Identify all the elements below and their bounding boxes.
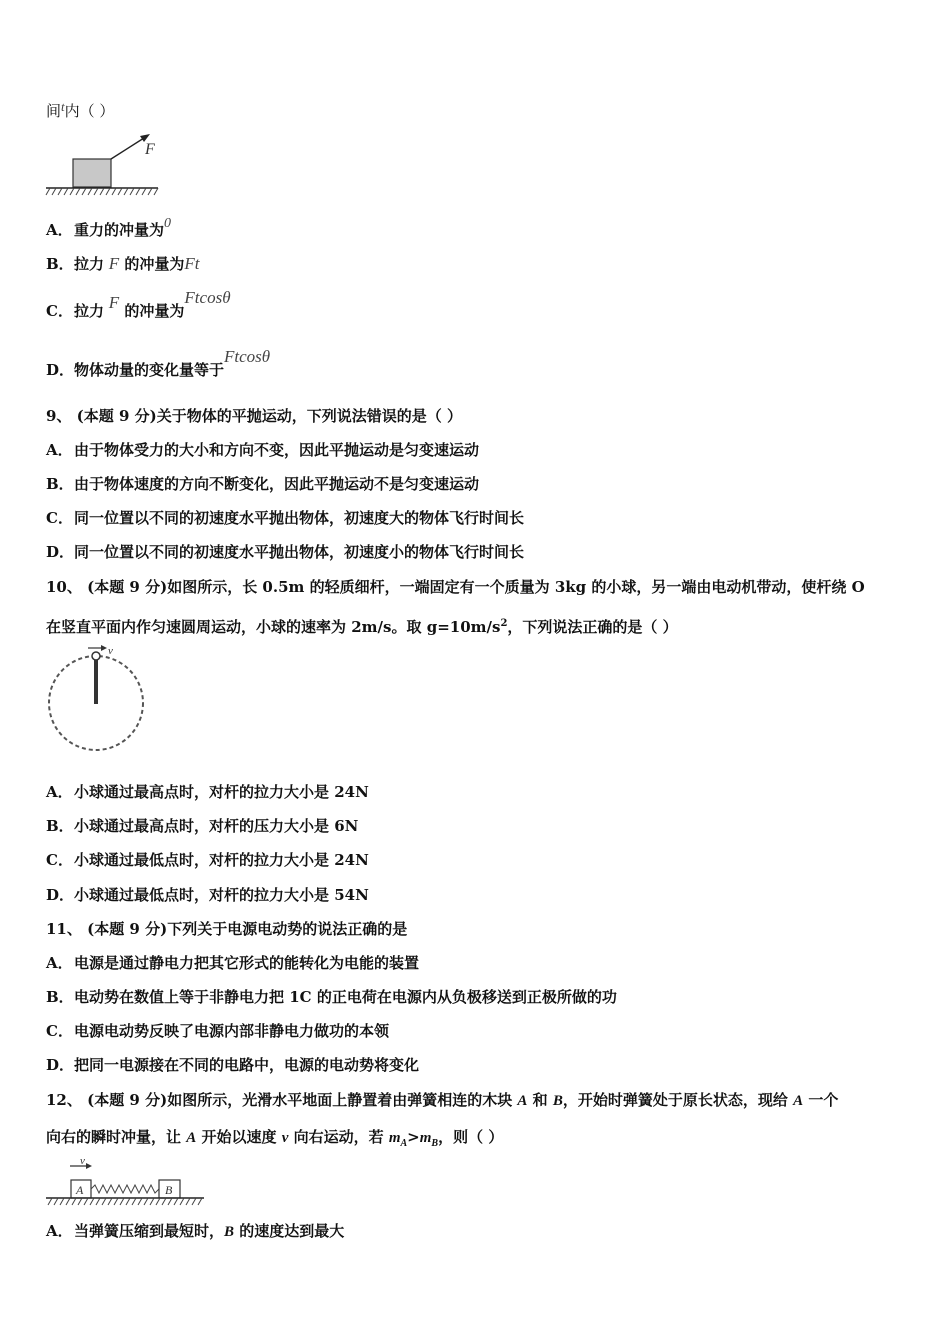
q10-figure-circle-rod: [44, 644, 150, 756]
q10-length: 0.5m: [262, 578, 305, 596]
q11-option-d-letter: D．: [46, 1056, 75, 1074]
q8-option-c-letter: C．: [46, 302, 73, 320]
q9-score: (本题 9 分): [76, 407, 157, 425]
q10-option-d-letter: D．: [46, 886, 75, 904]
q8-option-d-math: Ftcosθ: [224, 347, 271, 366]
q12-score: (本题 9 分): [87, 1091, 168, 1109]
q10-option-b: [46, 815, 358, 837]
q10-option-d-text: 小球通过最低点时，对杆的拉力大小是: [74, 886, 335, 904]
q10-g-exp: 2: [500, 618, 508, 629]
q10-option-c-value: 24N: [334, 851, 369, 869]
q8-option-b: [46, 253, 200, 275]
q9-option-a-letter: A．: [46, 441, 73, 459]
q12-var-a-3: A: [186, 1130, 197, 1146]
q12-var-a-2: A: [793, 1093, 804, 1109]
q8-option-c-math2: Ftcosθ: [184, 288, 231, 307]
q9-option-a: [46, 439, 479, 461]
q11-option-b: [46, 986, 617, 1008]
q10-stem-l2c: ，下列说法正确的是（ ）: [507, 618, 678, 636]
q8-option-d-letter: D．: [46, 361, 75, 379]
q12-var-a: A: [517, 1093, 528, 1109]
q12-stem-l2c: 向右运动，若: [288, 1128, 389, 1146]
q10-stem-l1a: 如图所示，长: [167, 578, 263, 596]
q11-stem-text: 下列关于电源电动势的说法正确的是: [167, 920, 408, 938]
q8-stem-var: t: [61, 99, 65, 114]
q10-option-a: [46, 781, 369, 803]
q8-option-c-text2: 的冲量为: [119, 302, 185, 320]
q8-option-b-text2: 的冲量为: [119, 255, 185, 273]
q12-mass-a-sub: A: [400, 1138, 408, 1149]
q10-score: (本题 9 分): [87, 578, 168, 596]
q12-figure-spring-blocks: [44, 1158, 208, 1208]
q11-stem: [46, 918, 407, 940]
q10-stem-l1b: 的轻质细杆，一端固定有一个质量为: [304, 578, 555, 596]
q8-option-a-letter: A．: [46, 221, 73, 239]
q8-stem-part2: 内（ ）: [64, 102, 115, 120]
q10-option-c: [46, 849, 369, 871]
q8-option-c-math1: F: [108, 293, 120, 312]
q10-mass: 3kg: [554, 578, 587, 596]
q10-option-d-value: 54N: [334, 886, 369, 904]
q9-option-b-letter: B．: [46, 475, 74, 493]
q10-option-b-text: 小球通过最高点时，对杆的压力大小是: [74, 817, 335, 835]
q8-stem-part1: 间: [46, 102, 62, 120]
q10-stem-l2b: 。取: [391, 618, 427, 636]
q12-block-a-label: A: [76, 1183, 84, 1197]
q8-stem: [46, 100, 114, 123]
q10-speed: 2m/s: [351, 618, 392, 636]
q8-option-b-letter: B．: [46, 255, 74, 273]
q11-option-b-text-b: 的正电荷在电源内从负极移送到正极所做的功: [311, 988, 617, 1006]
q10-option-d: [46, 884, 369, 906]
q12-number: 12、: [46, 1091, 82, 1109]
q9-option-c-text: 同一位置以不同的初速度水平抛出物体，初速度大的物体飞行时间长: [74, 509, 525, 527]
q12-option-a-text-b: 的速度达到最大: [234, 1222, 345, 1240]
q12-option-a-letter: A．: [46, 1222, 73, 1240]
q10-option-a-letter: A．: [46, 783, 73, 801]
q12-mass-b-sub: B: [431, 1138, 439, 1149]
q12-block-b-label: B: [165, 1183, 173, 1197]
q8-figure-block-force: [44, 130, 164, 198]
q12-velocity-label: v: [80, 1158, 85, 1167]
q9-option-d-letter: D．: [46, 543, 75, 561]
q10-g-value: g=10m/s: [426, 618, 501, 636]
q12-stem-l2b: 开始以速度: [196, 1128, 282, 1146]
q12-stem-l1a: 如图所示，光滑水平地面上静置着由弹簧相连的木块: [167, 1091, 518, 1109]
q9-stem-text: 关于物体的平抛运动，下列说法错误的是（ ）: [156, 407, 462, 425]
q10-option-c-letter: C．: [46, 851, 73, 869]
q11-option-b-text-a: 电动势在数值上等于非静电力把: [74, 988, 290, 1006]
q11-option-a-letter: A．: [46, 954, 73, 972]
q10-stem-l2a: 在竖直平面内作匀速圆周运动，小球的速率为: [46, 618, 352, 636]
q12-stem-l1c: 一个: [803, 1091, 839, 1109]
q11-option-d-text: 把同一电源接在不同的电路中，电源的电动势将变化: [74, 1056, 420, 1074]
q11-option-a: [46, 952, 419, 974]
q12-option-a: [46, 1220, 344, 1243]
q12-stem-l2a: 向右的瞬时冲量，让: [46, 1128, 187, 1146]
q10-option-a-text: 小球通过最高点时，对杆的拉力大小是: [74, 783, 335, 801]
q11-number: 11、: [46, 920, 82, 938]
q8-option-a: [46, 216, 172, 243]
q10-option-b-value: 6N: [334, 817, 359, 835]
q9-option-b-text: 由于物体速度的方向不断变化，因此平抛运动不是匀变速运动: [74, 475, 480, 493]
q11-option-c: [46, 1020, 389, 1042]
q8-option-a-math: 0: [164, 216, 172, 231]
q12-mass-a: m: [388, 1130, 401, 1146]
q12-option-a-var: B: [224, 1224, 235, 1240]
q9-option-c-letter: C．: [46, 509, 73, 527]
q8-option-b-math1: F: [108, 254, 120, 273]
q8-option-b-math2: Ft: [184, 254, 200, 273]
q8-option-c-text: 拉力: [74, 302, 105, 320]
q12-mass-b: m: [419, 1130, 432, 1146]
q12-option-a-text-a: 当弹簧压缩到最短时，: [74, 1222, 225, 1240]
q10-number: 10、: [46, 578, 82, 596]
q8-option-d: [46, 347, 271, 381]
q11-option-b-letter: B．: [46, 988, 74, 1006]
q11-option-c-text: 电源电动势反映了电源内部非静电力做功的本领: [74, 1022, 390, 1040]
q10-option-a-value: 24N: [334, 783, 369, 801]
q10-stem-line1: [46, 576, 865, 598]
q12-gt: >: [407, 1128, 420, 1146]
q8-option-a-text: 重力的冲量为: [74, 221, 165, 239]
q8-option-d-text: 物体动量的变化量等于: [74, 361, 225, 379]
q11-option-a-text: 电源是通过静电力把其它形式的能转化为电能的装置: [74, 954, 420, 972]
q9-option-c: [46, 507, 524, 529]
q11-score: (本题 9 分): [87, 920, 168, 938]
q10-stem-line2: [46, 613, 678, 638]
q10-stem-l1c: 的小球，另一端由电动机带动，使杆绕: [586, 578, 852, 596]
q12-stem-l1b: ，开始时弹簧处于原长状态，现给: [562, 1091, 794, 1109]
q12-var-v: v: [281, 1130, 289, 1146]
q8-force-label: F: [145, 141, 155, 158]
q9-option-a-text: 由于物体受力的大小和方向不变，因此平抛运动是匀变速运动: [74, 441, 480, 459]
q9-option-d-text: 同一位置以不同的初速度水平抛出物体，初速度小的物体飞行时间长: [74, 543, 525, 561]
q9-number: 9、: [46, 407, 72, 425]
q8-option-b-text: 拉力: [74, 255, 105, 273]
q9-option-d: [46, 541, 524, 563]
q10-option-c-text: 小球通过最低点时，对杆的拉力大小是: [74, 851, 335, 869]
q12-stem-l2d: ，则（ ）: [438, 1128, 504, 1146]
q12-var-b: B: [552, 1093, 563, 1109]
q10-option-b-letter: B．: [46, 817, 74, 835]
q12-stem-line1: [46, 1089, 838, 1112]
q10-velocity-label: v: [108, 645, 113, 657]
q8-option-c: [46, 288, 231, 322]
q11-option-c-letter: C．: [46, 1022, 73, 1040]
q11-option-d: [46, 1054, 419, 1076]
q12-stem-line2: [46, 1126, 503, 1155]
q9-option-b: [46, 473, 479, 495]
q12-and: 和: [527, 1091, 553, 1109]
q10-axis: O: [851, 578, 865, 596]
q9-stem: [46, 405, 462, 427]
q11-option-b-value: 1C: [289, 988, 312, 1006]
